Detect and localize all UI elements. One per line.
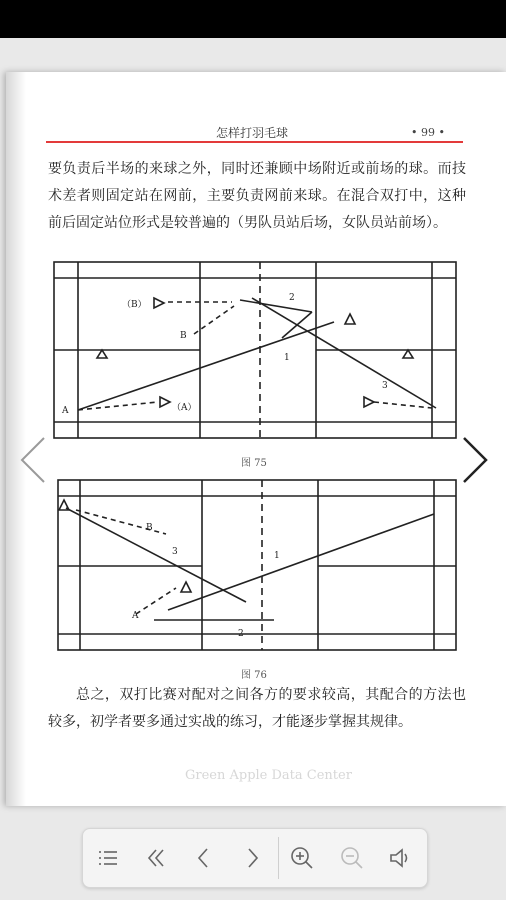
status-bar: [0, 0, 506, 38]
fig76-label-1: 1: [274, 551, 280, 561]
fig75-label-a: A: [62, 406, 69, 416]
toolbar-divider: [278, 837, 279, 879]
figure-75-caption: 图 75: [241, 458, 267, 469]
paragraph-2: 总之，双打比赛对配对之间各方的要求较高，其配合的方法也较多，初学者要多通过实战的练习，才能逐步掌握其规律。: [48, 687, 466, 730]
previous-page-icon[interactable]: [189, 843, 219, 873]
zoom-in-icon[interactable]: [287, 843, 317, 873]
fig76-label-a: A: [132, 611, 139, 621]
figure-76-court-diagram: [56, 478, 462, 654]
running-title: 怎样打羽毛球: [216, 126, 289, 140]
fig76-label-b: B: [146, 523, 153, 533]
fig76-label-3: 3: [172, 547, 178, 557]
fig76-label-2: 2: [238, 629, 244, 639]
list-icon[interactable]: [93, 843, 123, 873]
fig75-label-a-paren: （A）: [172, 403, 197, 413]
zoom-out-icon[interactable]: [337, 843, 367, 873]
fig75-label-1: 1: [284, 353, 290, 363]
fig75-label-b: B: [180, 331, 187, 341]
previous-page-arrow-icon[interactable]: [20, 436, 46, 484]
figure-75-court-diagram: [52, 260, 458, 442]
paragraph-1: 要负责后半场的来球之外，同时还兼顾中场附近或前场的球。而技术差者则固定站在网前，主要负责网前来球。在混合双打中，这种前后固定站位形式是较普遍的（男队员站后场，女队员站前场）。: [48, 161, 466, 231]
next-page-icon[interactable]: [237, 843, 267, 873]
fig75-label-b-paren: （B）: [122, 300, 147, 310]
fig75-label-2: 2: [289, 293, 295, 303]
page-number: • 99 •: [411, 126, 445, 139]
watermark: Green Apple Data Center: [185, 768, 352, 783]
fig75-label-3: 3: [382, 381, 388, 391]
figure-76-caption: 图 76: [241, 670, 267, 681]
header-rule: [46, 141, 463, 143]
next-page-arrow-icon[interactable]: [462, 436, 488, 484]
first-page-icon[interactable]: [141, 843, 171, 873]
speaker-icon[interactable]: [385, 843, 415, 873]
reader-toolbar: [82, 828, 428, 888]
